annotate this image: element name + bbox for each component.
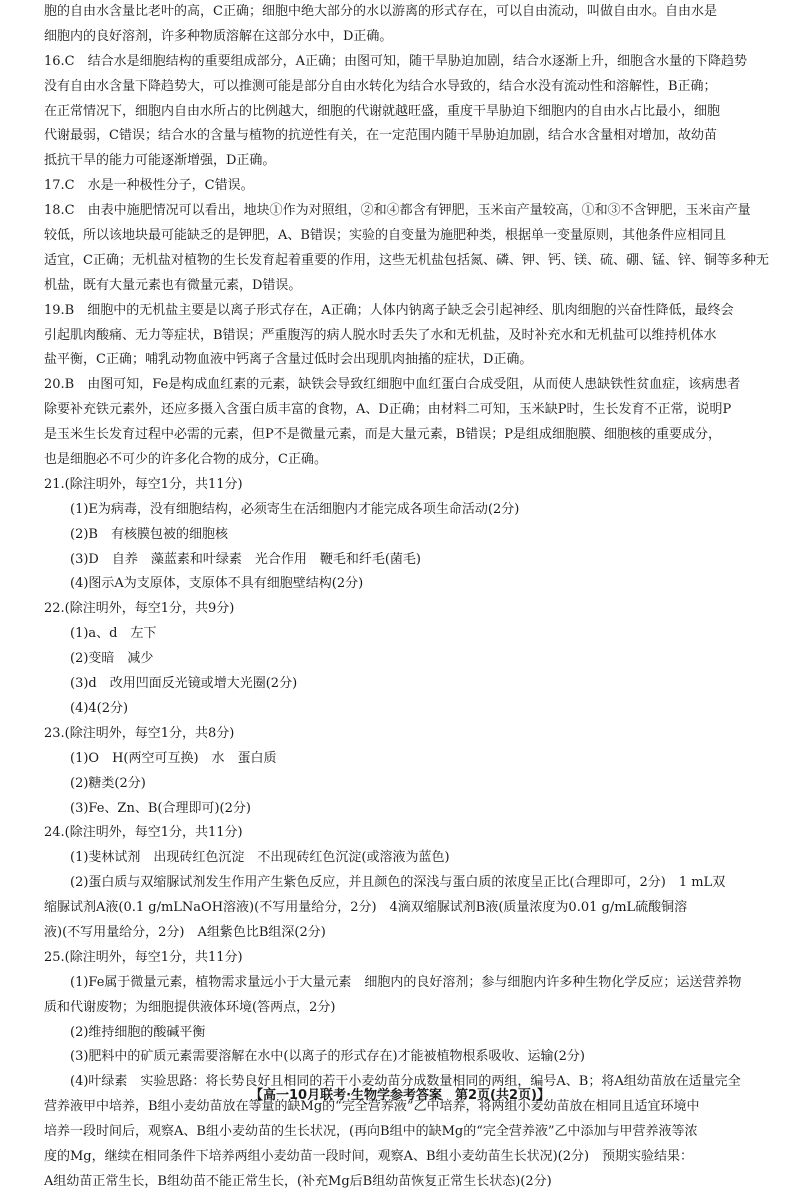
text-line: (1)a、d 左下 [70,626,157,642]
text-line: 17.C 水是一种极性分子，C错误。 [44,178,254,194]
text-line: (4)4(2分) [70,700,129,716]
text-line: (3)D 自养 藻蓝素和叶绿素 光合作用 鞭毛和纤毛(菌毛) [70,551,421,567]
text-line: 液)(不写用量给分，2分) A组紫色比B组深(2分) [44,924,326,940]
text-line: 缩脲试剂A液(0.1 g/mLNaOH溶液)(不写用量给分，2分) 4滴双缩脲试剂B液(质量浓度为0.01 g/mL硫酸铜溶 [44,900,688,916]
text-line: 21.(除注明外，每空1分，共11分) [44,476,243,492]
text-line: 20.B 由图可知，Fe是构成血红素的元素，缺铁会导致红细胞中血红蛋白合成受阻，从而使人患缺铁性贫血症，该病患者 [44,377,741,393]
text-line: A组幼苗正常生长，B组幼苗不能正常生长，(补充Mg后B组幼苗恢复正常生长状态)(2分) [44,1173,552,1189]
text-line: 营养液甲中培养，B组小麦幼苗放在等量的缺Mg的“完全营养液”乙中培养，将两组小麦幼苗放在相同且适宜环境中 [44,1099,700,1115]
text-line: 16.C 结合水是细胞结构的重要组成部分，A正确；由图可知，随干旱胁迫加剧，结合水逐渐上升，细胞含水量的下降趋势 [44,53,748,69]
text-line: 22.(除注明外，每空1分，共9分) [44,601,235,617]
text-line: 除要补充铁元素外，还应多摄入含蛋白质丰富的食物，A、D正确；由材料二可知，玉米缺P时，生长发育不正常，说明P [44,402,732,418]
text-line: (1)Fe属于微量元素，植物需求量远小于大量元素 细胞内的良好溶剂；参与细胞内许多种生物化学反应；运送营养物 [70,974,742,990]
text-line: 25.(除注明外，每空1分，共11分) [44,949,243,965]
text-line: (3)Fe、Zn、B(合理即可)(2分) [70,800,251,816]
text-line: 在正常情况下，细胞内自由水所占的比例越大，细胞的代谢就越旺盛，重度干旱胁迫下细胞内的自由水占比最小，细胞 [44,103,721,119]
text-line: 是玉米生长发育过程中必需的元素，但P不是微量元素，而是大量元素，B错误；P是组成细胞膜、细胞核的重要成分， [44,427,722,443]
text-line: 也是细胞必不可少的许多化合物的成分，C正确。 [44,452,327,468]
text-line: 抵抗干旱的能力可能逐渐增强，D正确。 [44,153,276,169]
text-line: 度的Mg，继续在相同条件下培养两组小麦幼苗一段时间，观察A、B组小麦幼苗生长状况)(2分) 预期实验结果： [44,1148,694,1164]
text-line: 细胞内的良好溶剂，许多种物质溶解在这部分水中，D正确。 [44,28,393,44]
text-line: 引起肌肉酸痛、无力等症状，B错误；严重腹泻的病人脱水时丢失了水和无机盐，及时补充水和无机盐可以维持机体水 [44,327,717,343]
text-line: 24.(除注明外，每空1分，共11分) [44,825,243,841]
text-line: 没有自由水含量下降趋势大，可以推测可能是部分自由水转化为结合水导致的，结合水没有流动性和溶解性，B正确； [44,78,717,94]
text-line: 盐平衡，C正确；哺乳动物血液中钙离子含量过低时会出现肌肉抽搐的症状，D正确。 [44,352,533,368]
text-line: (3)d 改用凹面反光镜或增大光圈(2分) [70,676,298,692]
text-line: 培养一段时间后，观察A、B组小麦幼苗的生长状况，(再向B组中的缺Mg的“完全营养液”乙中添加与甲营养液等浓 [44,1124,698,1140]
text-line: (1)O H(两空可互换) 水 蛋白质 [70,750,277,766]
text-line: 质和代谢废物；为细胞提供液体环境(答两点，2分) [44,999,336,1015]
text-line: (2)糖类(2分) [70,775,146,791]
text-line: 机盐，既有大量元素也有微量元素，D错误。 [44,277,302,293]
text-line: 较低，所以该地块最可能缺乏的是钾肥，A、B错误；实验的自变量为施肥种类，根据单一变量原则，其他条件应相同且 [44,228,726,244]
text-line: 19.B 细胞中的无机盐主要是以离子形式存在，A正确；人体内钠离子缺乏会引起神经、肌肉细胞的兴奋性降低，最终会 [44,302,734,318]
text-line: (3)肥料中的矿质元素需要溶解在水中(以离子的形式存在)才能被植物根系吸收、运输(2分) [70,1049,585,1065]
text-line: 适宜，C正确；无机盐对植物的生长发育起着重要的作用，这些无机盐包括氮、磷、钾、钙、镁、硫、硼、锰、锌、铜等多种无 [44,252,769,268]
text-line: (2)B 有核膜包被的细胞核 [70,526,228,542]
text-line: 代谢最弱，C错误；结合水的含量与植物的抗逆性有关，在一定范围内随干旱胁迫加剧，结合水含量相对增加，故幼苗 [44,128,717,144]
text-line: (1)E为病毒，没有细胞结构，必须寄生在活细胞内才能完成各项生命活动(2分) [70,501,520,517]
text-line: 23.(除注明外，每空1分，共8分) [44,725,235,741]
text-line: (2)蛋白质与双缩脲试剂发生作用产生紫色反应，并且颜色的深浅与蛋白质的浓度呈正比(合理即可，2分) 1 mL双 [70,875,726,891]
text-line: (2)维持细胞的酸碱平衡 [70,1024,206,1040]
text-line: (4)图示A为支原体，支原体不具有细胞壁结构(2分) [70,576,364,592]
text-line: (2)变暗 减少 [70,651,154,667]
answer-page [44,0,776,1189]
text-line: 胞的自由水含量比老叶的高，C正确；细胞中绝大部分的水以游离的形式存在，可以自由流动，叫做自由水。自由水是 [44,4,717,19]
text-line: 18.C 由表中施肥情况可以看出，地块①作为对照组，②和④都含有钾肥，玉米亩产量较高，①和③不含钾肥，玉米亩产量 [44,203,751,219]
text-line: (1)斐林试剂 出现砖红色沉淀 不出现砖红色沉淀(或溶液为蓝色) [70,850,450,866]
page-footer: 【高一10月联考·生物学参考答案 第2页(共2页)】 [249,1088,550,1103]
text-line: (4)叶绿素 实验思路：将长势良好且相同的若干小麦幼苗分成数量相同的两组，编号A、B；将A组幼苗放在适量完全 [70,1074,741,1090]
